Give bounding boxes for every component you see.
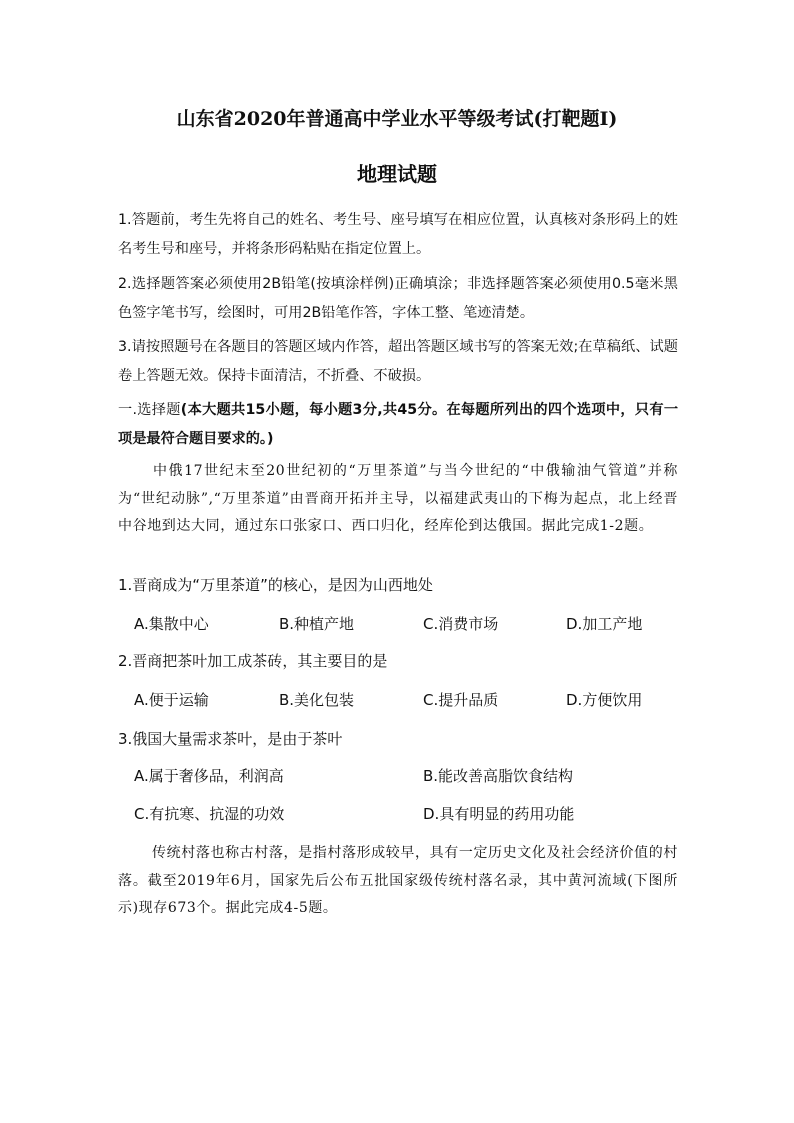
question-3-option-b: B.能改善高脂饮食结构 (423, 767, 574, 785)
reading-passage-2 (118, 840, 678, 923)
question-3-options-row-1 (134, 765, 694, 787)
question-1-options (134, 613, 694, 635)
section-header (118, 396, 678, 454)
section-label: 一.选择题 (118, 402, 181, 418)
question-2-option-c: C.提升品质 (423, 691, 499, 709)
instruction-note-3: 3.请按照题号在各题目的答题区域内作答，超出答题区域书写的答案无效;在草稿纸、试题卷上答题无效。保持卡面清洁，不折叠、不破损。 (118, 339, 678, 384)
question-1-stem: 1.晋商成为“万里茶道”的核心，是因为山西地处 (118, 576, 433, 594)
question-3-option-c: C.有抗寒、抗湿的功效 (134, 805, 285, 823)
question-3-stem: 3.俄国大量需求茶叶，是由于茶叶 (118, 730, 343, 748)
question-3-options-row-2 (134, 803, 694, 825)
question-2-option-d: D.方便饮用 (566, 691, 643, 709)
question-2-stem: 2.晋商把茶叶加工成茶砖，其主要目的是 (118, 652, 388, 670)
question-2-options (134, 689, 694, 711)
question-1-option-c: C.消费市场 (423, 615, 499, 633)
question-2-option-b: B.美化包装 (279, 691, 355, 709)
instruction-note-2: 2.选择题答案必须使用2B铅笔(按填涂样例)正确填涂；非选择题答案必须使用0.5毫米黑色签字笔书写，绘图时，可用2B铅笔作答，字体工整、笔迹清楚。 (118, 276, 678, 321)
question-1-option-d: D.加工产地 (566, 615, 643, 633)
exam-title: 山东省2020年普通高中学业水平等级考试(打靶题Ⅰ) (176, 108, 618, 130)
question-2-option-a: A.便于运输 (134, 691, 209, 709)
exam-subtitle: 地理试题 (357, 162, 437, 186)
instruction-note-1: 1.答题前，考生先将自己的姓名、考生号、座号填写在相应位置，认真核对条形码上的姓名考生号和座号，并将条形码粘贴在指定位置上。 (118, 212, 678, 257)
section-description: (本大题共15小题，每小题3分,共45分。在每题所列出的四个选项中，只有一项是最符合题目要求的。) (118, 402, 679, 447)
question-1-option-b: B.种植产地 (279, 615, 355, 633)
passage-1-text: 中俄17世纪末至20世纪初的“万里茶道”与当今世纪的“中俄输油气管道”并称为“世纪动脉”,“万里茶道”由晋商开拓并主导，以福建武夷山的下梅为起点，北上经晋中谷地到达大同，通过东口张家口、西口归化，经库伦到达俄国。据此完成1-2题。 (118, 463, 678, 534)
passage-2-text: 传统村落也称古村落，是指村落形成较早，具有一定历史文化及社会经济价值的村落。截至2019年6月，国家先后公布五批国家级传统村落名录，其中黄河流域(下图所示)现存673个。据此完成4-5题。 (118, 845, 678, 916)
question-1-option-a: A.集散中心 (134, 615, 209, 633)
question-3-option-a: A.属于奢侈品，利润高 (134, 767, 284, 785)
reading-passage-1 (118, 458, 678, 541)
question-3-option-d: D.具有明显的药用功能 (423, 805, 575, 823)
